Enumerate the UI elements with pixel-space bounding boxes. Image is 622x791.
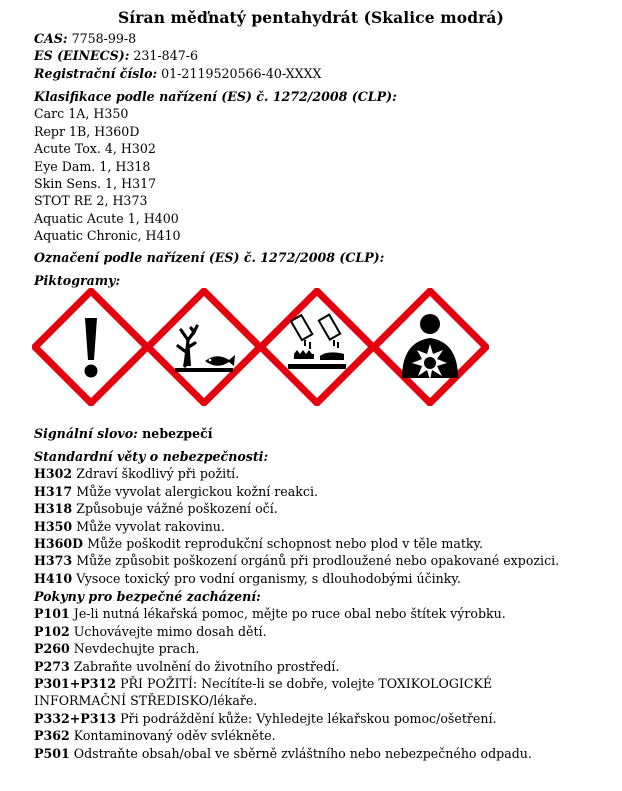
hazard-statement	[34, 465, 604, 482]
corrosion-icon	[258, 288, 376, 406]
hazard-text: Může způsobit poškození orgánů při prodloužené nebo opakované expozici.	[72, 553, 560, 569]
hazard-statements-block	[34, 448, 604, 587]
labelling-block	[34, 249, 604, 266]
precautionary-text: Je-li nutná lékařská pomoc, mějte po ruce obal nebo štítek výrobku.	[69, 606, 506, 622]
hazard-code: H318	[34, 501, 73, 517]
einecs-line	[34, 47, 604, 64]
precautionary-code: P301+P312	[34, 676, 117, 692]
classification-heading: Klasifikace podle nařízení (ES) č. 1272/2008 (CLP):	[34, 89, 397, 104]
hazard-code: H410	[34, 570, 73, 586]
precautionary-statement	[34, 623, 604, 640]
precautionary-text: Odstraňte obsah/obal ve sběrně zvláštního nebo nebezpečného odpadu.	[69, 745, 532, 761]
precautionary-code: P260	[34, 641, 70, 657]
hazard-text: Zdraví škodlivý při požití.	[72, 466, 240, 482]
precautionary-statement	[34, 745, 604, 762]
cas-label: CAS:	[34, 31, 68, 46]
precautionary-statement	[34, 605, 604, 622]
precautionary-text: Uchovávejte mimo dosah dětí.	[69, 623, 267, 639]
einecs-label: ES (EINECS):	[34, 48, 130, 64]
classification-item: Skin Sens. 1, H317	[34, 176, 157, 192]
hazard-text: Může vyvolat alergickou kožní reakci.	[72, 483, 318, 499]
hazard-statements-heading: Standardní věty o nebezpečnosti:	[34, 449, 269, 464]
exclamation-mark-icon	[32, 288, 150, 406]
signal-word-value: nebezpečí	[137, 426, 213, 441]
precautionary-statements-block	[34, 588, 604, 762]
classification-item: Aquatic Acute 1, H400	[34, 210, 179, 226]
pictograms-block	[34, 272, 604, 289]
hazard-code: H302	[34, 466, 73, 482]
registration-line	[34, 65, 604, 82]
hazard-code: H350	[34, 518, 73, 534]
hazard-statement	[34, 535, 604, 552]
identifiers-block	[34, 30, 604, 82]
classification-item: Aquatic Chronic, H410	[34, 228, 181, 244]
hazard-statement	[34, 518, 604, 535]
precautionary-code: P273	[34, 658, 70, 674]
hazard-text: Může poškodit reprodukční schopnost nebo plod v těle matky.	[83, 536, 483, 552]
hazard-text: Způsobuje vážné poškození očí.	[72, 501, 278, 517]
precautionary-code: P501	[34, 745, 70, 761]
labelling-heading: Označení podle nařízení (ES) č. 1272/2008 (CLP):	[34, 250, 385, 265]
precautionary-code: P101	[34, 606, 70, 622]
pictogram-row	[32, 288, 592, 406]
cas-value: 7758-99-8	[71, 31, 137, 46]
precautionary-text: Zabraňte uvolnění do životního prostředí.	[69, 658, 340, 674]
precautionary-code: P332+P313	[34, 710, 117, 726]
signal-word-line	[34, 425, 604, 442]
classification-item: Carc 1A, H350	[34, 106, 129, 122]
hazard-statement	[34, 570, 604, 587]
precautionary-statement	[34, 658, 604, 675]
registration-value: 01-2119520566-40-XXXX	[161, 65, 322, 81]
classification-item: Repr 1B, H360D	[34, 123, 140, 139]
precautionary-text: Nevdechujte prach.	[69, 641, 200, 657]
signal-word-block	[34, 425, 604, 442]
hazard-code: H317	[34, 483, 73, 499]
precautionary-text: Při podráždění kůže: Vyhledejte lékařskou pomoc/ošetření.	[116, 710, 497, 726]
pictograms-heading: Piktogramy:	[34, 273, 121, 288]
precautionary-code: P102	[34, 623, 70, 639]
precautionary-statements-heading: Pokyny pro bezpečné zacházení:	[34, 589, 261, 604]
hazard-statement	[34, 500, 604, 517]
signal-word-label: Signální slovo:	[34, 426, 138, 441]
precautionary-statement	[34, 675, 574, 710]
hazard-code: H373	[34, 553, 73, 569]
precautionary-statement	[34, 640, 604, 657]
page-title: Síran měďnatý pentahydrát (Skalice modrá)	[118, 8, 504, 27]
registration-label: Registrační číslo:	[34, 65, 158, 81]
precautionary-text: PŘI POŽITÍ: Necítíte-li se dobře, volejte TOXIKOLOGICKÉ INFORMAČNÍ STŘEDISKO/lékaře.	[34, 676, 493, 709]
precautionary-statement	[34, 727, 604, 744]
classification-block	[34, 88, 604, 245]
precautionary-code: P362	[34, 728, 70, 744]
hazard-statement	[34, 483, 604, 500]
precautionary-statement	[34, 710, 604, 727]
hazard-text: Vysoce toxický pro vodní organismy, s dlouhodobými účinky.	[72, 570, 461, 586]
classification-item: Eye Dam. 1, H318	[34, 158, 151, 174]
environment-hazard-icon	[145, 288, 263, 406]
hazard-statement	[34, 552, 604, 569]
classification-item: Acute Tox. 4, H302	[34, 141, 156, 157]
precautionary-text: Kontaminovaný oděv svlékněte.	[69, 728, 276, 744]
einecs-value: 231-847-6	[133, 48, 198, 64]
health-hazard-icon	[371, 288, 489, 406]
cas-line	[34, 30, 604, 47]
hazard-code: H360D	[34, 536, 84, 552]
hazard-text: Může vyvolat rakovinu.	[72, 518, 225, 534]
classification-item: STOT RE 2, H373	[34, 193, 148, 209]
